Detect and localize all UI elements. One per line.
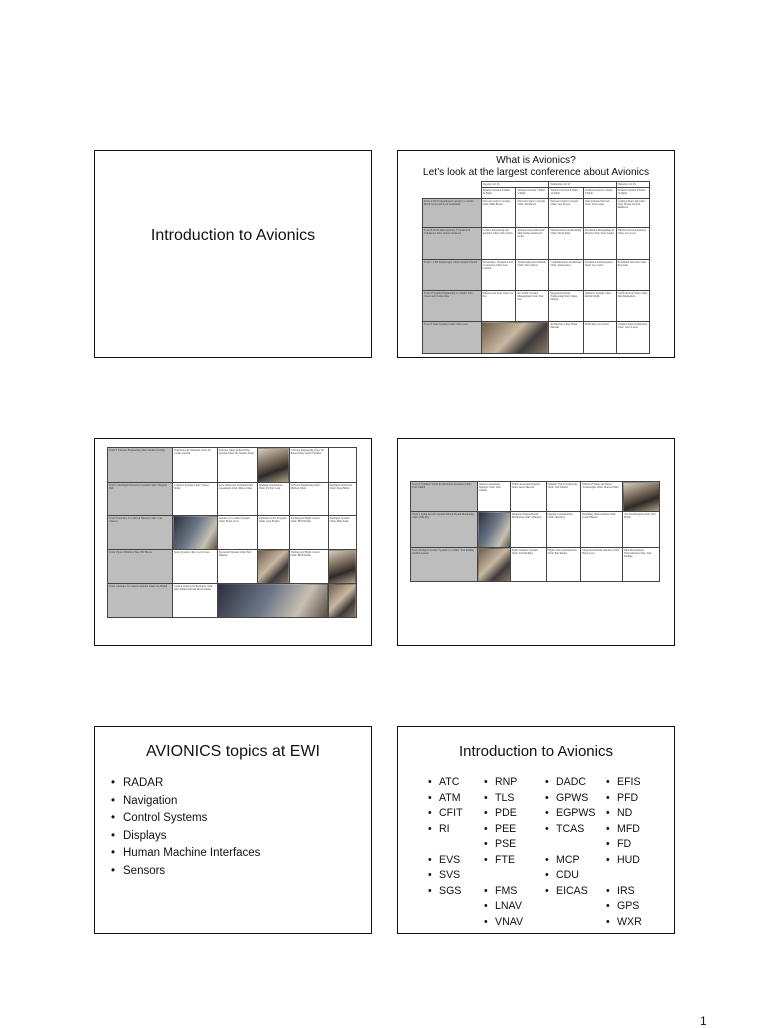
session-cell: General Aviation Technologies Chair: Jim Chamberlain and Russ Lamelle xyxy=(173,584,218,618)
conference-grid xyxy=(107,447,357,618)
track-cell: Track F Software Engineering Chair: Richard Lindley xyxy=(108,448,173,483)
list-item: • WXR xyxy=(606,915,642,928)
list-item: • ATM xyxy=(428,791,461,804)
session-cell: Common Open Architecture Chair: Gerry Lewis xyxy=(616,322,649,354)
track-row xyxy=(108,550,357,584)
session-cell: Technologies and Synthesis Chair: Dan Grafton xyxy=(516,260,549,291)
track-cell: Track B NCW Demonstration, Evaluation & Validation Chairs: Robert Anderson xyxy=(423,228,482,260)
list-item: • GPWS xyxy=(545,791,589,804)
conference-photo xyxy=(478,512,511,548)
session-cell: Information Management & Display Chair: Steve Gaines xyxy=(583,228,616,260)
list-item: • MFD xyxy=(606,822,640,835)
track-row xyxy=(411,512,660,548)
session-cell: Network Centric Concepts Chair: Guy Norton xyxy=(549,199,583,228)
track-cell: Track J Avionics for General Aviation Chair: Joe Brandi xyxy=(108,584,173,618)
list-item: • PEE xyxy=(484,822,517,835)
list-item: • DADC xyxy=(545,776,587,788)
session-cell: IMA Development Environments Chair: Tom Redling xyxy=(623,548,660,582)
list-item: • ND xyxy=(606,807,633,819)
track-row xyxy=(423,260,650,291)
session-cell: Intelligent Systems Chair: Mike Kelly xyxy=(328,516,356,550)
day-header: Tuesday, Oct 26 xyxy=(481,182,549,188)
track-cell: Track L Aging Aircraft Systems/Vehicle Health Monitoring Chair: Ollie Roy xyxy=(411,512,478,548)
session-cell: Flight Control Architectures Chair: Bob Renner xyxy=(546,548,581,582)
session-cell: Verification & Validation Chair: Dr. Cecilia Gerrolli xyxy=(173,448,218,483)
list-spacer xyxy=(428,837,463,853)
track-row xyxy=(108,483,357,516)
session-cell: Tracking and Flight Control Chair: Bill Pritchett xyxy=(289,516,328,550)
session-cell: Wireless Network Analysis Chair: Lew Lowe xyxy=(616,228,649,260)
session-cell xyxy=(328,448,356,483)
list-item: • PFD xyxy=(606,791,639,804)
session-cell: Simulator Systems Chair: Kimble Smith xyxy=(583,291,616,322)
session-cell: Integrated Modular Avionics Chair: Bruce Lyon xyxy=(581,548,623,582)
slide-2-title-line-2: Let’s look at the largest conference about Avionics xyxy=(422,167,650,178)
session-cell: Upgrade Considerations Chair: Ollie Roy xyxy=(546,512,581,548)
conference-photo xyxy=(478,548,511,582)
conference-photo xyxy=(217,584,328,618)
list-item: • SVS xyxy=(428,869,461,881)
acronym-column-3 xyxy=(545,775,595,899)
session-cell: Broadband Networks Chair: Ray Jones xyxy=(616,260,649,291)
session-cell: Joint Airborne Network Chair: Steve Jones xyxy=(583,199,616,228)
session-cell: Network Centric Concepts Chair: Jim Brown xyxy=(516,199,549,228)
session-cell: Software Engineering Chair: Michael Olson xyxy=(289,483,328,516)
session-cell: Reliability Improvements Chair: Gerald Hansel xyxy=(581,512,623,548)
track-row xyxy=(423,322,650,354)
session-cell: Spacecraft Systems Chair: Bob Dunstan xyxy=(217,550,257,584)
slide-1-title: Introduction to Avionics xyxy=(150,227,316,244)
session-cell: Surveillance, Navigation and Cooperation Chair: Jack Leonard xyxy=(481,260,516,291)
list-item: • ATC xyxy=(428,776,460,788)
list-item: • Displays xyxy=(111,829,167,842)
session-cell: Situation Awareness Displays Chair: Tom Schnell xyxy=(478,482,511,512)
list-item: • SGS xyxy=(428,884,462,897)
slide-5 xyxy=(94,726,372,934)
slide-5-title: AVIONICS topics at EWI xyxy=(146,743,320,760)
list-item: • FTE xyxy=(484,853,516,866)
session-cell: EMI Chair: Joe Landry xyxy=(583,322,616,354)
track-row xyxy=(411,482,660,512)
slide-6-title: Introduction to Avionics xyxy=(459,743,613,760)
session-cell: Crew Interaction and Intellectual Assessment Chair: Maire James xyxy=(217,483,257,516)
slide-2-title-line-1: What is Avionics? xyxy=(496,155,576,166)
session-header: Technical Session 8:30am–12:30pm xyxy=(616,188,649,199)
session-cell: Tracking and Flight Control Chair: Bill Pritchett xyxy=(289,550,328,584)
session-cell: Network Centric Concepts Chair: Mike Boone xyxy=(481,199,516,228)
session-cell: Cognitive Systems Chair: Vernon Sidley xyxy=(173,483,218,516)
page-number: 1 xyxy=(700,1014,707,1028)
list-item: • Navigation xyxy=(111,794,178,807)
session-cell: Space Systems Chair: Larry Lowe xyxy=(173,550,218,584)
track-row xyxy=(423,199,650,228)
list-item: • EGPWS xyxy=(545,807,596,819)
session-header: Technical Session 8:30am–12:30pm xyxy=(549,188,583,199)
session-cell: Avionics for Combat Systems Chair: Eldon Crow xyxy=(217,516,257,550)
slide-2-title xyxy=(398,155,674,179)
session-cell: Demonstration and Modeling Chair: David Allen xyxy=(549,228,583,260)
session-cell: Airborne Data Link Chair: Skip Christa and David Lyons xyxy=(516,228,549,260)
list-item: • EICAS xyxy=(545,884,588,897)
list-item: • EVS xyxy=(428,853,461,866)
track-row xyxy=(108,516,357,550)
list-item: • RNP xyxy=(484,776,518,788)
list-item: • IRS xyxy=(606,884,635,897)
session-cell: Integrated Vehicle Health Monitoring Chair: Ollie Roy xyxy=(510,512,546,548)
acronym-column-2 xyxy=(484,775,523,930)
list-item: • TLS xyxy=(484,791,515,804)
conference-photo xyxy=(481,322,549,354)
day-header: Wednesday, Oct 27 xyxy=(549,182,616,188)
session-cell: Flight Guidance Systems Chair: Tom Redling xyxy=(510,548,546,582)
session-header: Technical Session 8:30am–12:30pm xyxy=(481,188,516,199)
track-row xyxy=(411,548,660,582)
session-cell: Unmanned UAV Programs Chair: Greg Frisbee xyxy=(257,516,289,550)
list-item: • PSE xyxy=(484,838,517,850)
session-cell: Certification & Safety Chair: Dan Zimmerman xyxy=(616,291,649,322)
session-cell: Navigation and Integration Chair: Leo Corrie xyxy=(583,260,616,291)
session-cell: Software Engineering Chair: Dr. Robert Wiley and Ed Schiffer xyxy=(289,448,328,483)
track-cell: Track K Synthetic Vision & Situational Awareness Chair: Tom Schnell xyxy=(411,482,478,512)
list-spacer xyxy=(606,868,642,884)
session-cell: Test Technologies Chair: Tom Hollis xyxy=(623,512,660,548)
list-item: • Control Systems xyxy=(111,812,208,825)
track-cell: Track C CNS Technologies Chairs: Dennis Warden xyxy=(423,260,482,291)
day-header: Thursday, Oct 28 xyxy=(616,182,649,188)
track-cell: Track I Space Vehicles Chair: Bill Moore xyxy=(108,550,173,584)
session-cell: Communications Architecture Chair: Andrew Kos xyxy=(549,260,583,291)
track-row xyxy=(423,291,650,322)
session-header: Technical Session 1:30pm–5:30pm xyxy=(516,188,549,199)
session-header: Technical Session 1:30pm–5:30pm xyxy=(583,188,616,199)
track-row xyxy=(423,228,650,260)
list-item: • Sensors xyxy=(111,864,166,877)
conference-photo xyxy=(173,516,218,550)
conference-photo xyxy=(257,448,289,483)
list-item: • RI xyxy=(428,822,450,835)
list-item: • TCAS xyxy=(545,822,585,835)
session-cell: C2 Data Networking and Analytics Chair: Jim Gordon xyxy=(481,228,516,260)
list-item: • CFIT xyxy=(428,807,463,819)
track-cell: Track M Digital Avionics Systems Co-Chairs: Tom Redling and Bob Renner xyxy=(411,548,478,582)
list-item: • RADAR xyxy=(111,777,164,789)
list-item: • GPS xyxy=(606,900,640,912)
list-item: • FMS xyxy=(484,884,518,897)
track-cell: Track D Systems Engineering Co-Chairs: Tom Ocean and Charles Ruis xyxy=(423,291,482,322)
track-cell: Track A NCW Operational Concepts Co-Chairs: Mitch Jacobs and Scott Leschinsky xyxy=(423,199,482,228)
list-item: • MCP xyxy=(545,853,580,866)
slide-1 xyxy=(94,150,372,358)
acronym-column-1 xyxy=(428,775,463,899)
track-cell: Track H Avionics for UAVs & Missiles Chair: Cole Johnson xyxy=(108,516,173,550)
slide-4 xyxy=(397,438,675,646)
session-cell: Intelligent Automation Chair: Dr. Earl Long xyxy=(257,483,289,516)
list-item: • Human Machine Interfaces xyxy=(111,847,261,860)
list-item: • CDU xyxy=(545,869,579,881)
track-row xyxy=(108,584,357,618)
list-item: • PDE xyxy=(484,807,517,819)
list-item: • VNAV xyxy=(484,915,524,928)
session-cell: Synthetic Vision Technology Chair: Tom Schnell xyxy=(546,482,581,512)
session-cell: Wireless and Tools Chair: Joe Poe xyxy=(481,291,516,322)
list-item: • LNAV xyxy=(484,900,522,912)
track-cell: Track G Intelligent Interactive Systems Chair: Margaret Ball xyxy=(108,483,173,516)
list-item: • FD xyxy=(606,838,632,850)
topic-list xyxy=(111,775,260,881)
track-cell: Track E Open Systems Chairs: Dan Lewis xyxy=(423,322,482,354)
session-cell: Intelligent Interactive Chair: Doug Miller xyxy=(328,483,356,516)
conference-photo xyxy=(623,482,660,512)
conference-photo xyxy=(328,584,356,618)
list-item: • HUD xyxy=(606,853,640,866)
conference-grid xyxy=(410,481,660,582)
slide-6 xyxy=(397,726,675,934)
conference-photo xyxy=(257,550,289,584)
session-cell: Integrated Systems Engineering Chair: James Morgan xyxy=(549,291,583,322)
session-cell: Air Traffic Systems Management Chair: Paul Ives xyxy=(516,291,549,322)
slide-2 xyxy=(397,150,675,358)
conference-grid xyxy=(422,181,650,354)
slide-3 xyxy=(94,438,372,646)
session-cell: Traffic Awareness Displays Chair: Jason Sherwin xyxy=(510,482,546,512)
acronym-column-4 xyxy=(606,775,642,930)
list-item: • EFIS xyxy=(606,776,641,788)
track-row xyxy=(108,448,357,483)
session-cell: Enhanced Vision and Sensor Technologies Chair: Marcus Fidler xyxy=(581,482,623,512)
list-spacer xyxy=(484,868,523,884)
session-cell: Architecture Chair: Brian Derouin xyxy=(549,322,583,354)
session-cell: Common Data Link Chair: Terry Norton and Ted Matthews xyxy=(616,199,649,228)
session-header-row xyxy=(423,188,650,199)
conference-photo xyxy=(328,550,356,584)
session-cell: Software Safety & Real Time Systems Chair: Dr. Nanette Sanqi xyxy=(217,448,257,483)
list-spacer xyxy=(545,837,595,853)
